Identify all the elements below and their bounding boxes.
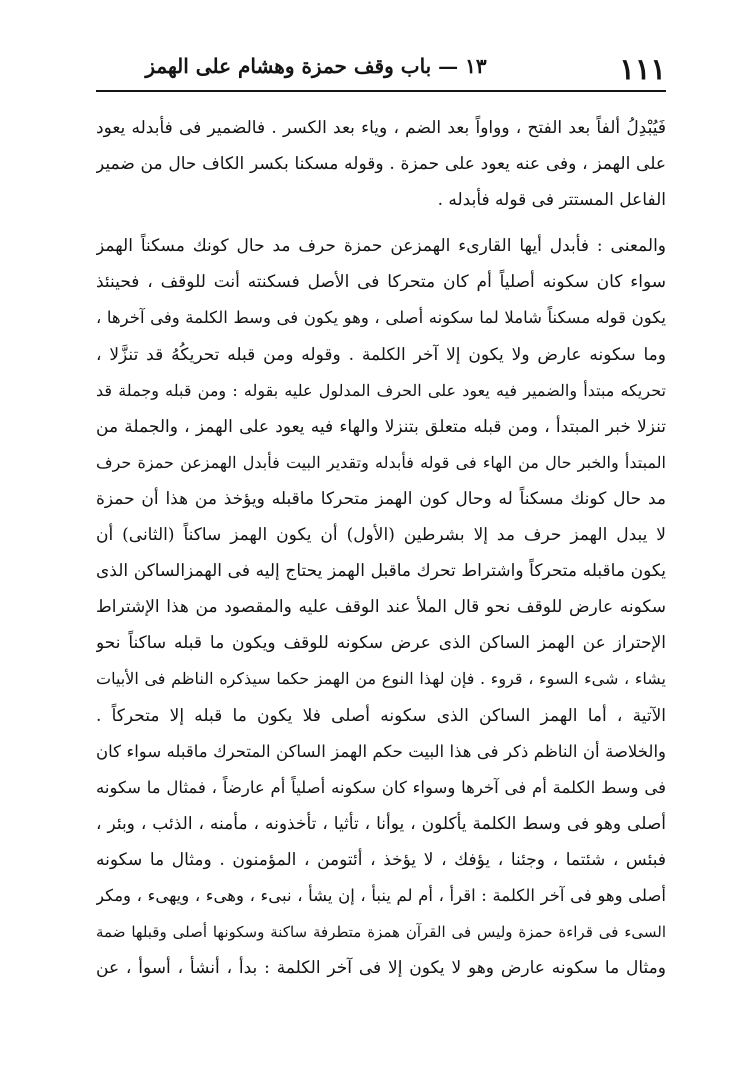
text-line: السىء فى قراءة حمزة وليس فى القرآن همزة متطرفة ساكنة وسكونها أصلى وقبلها ضمة bbox=[96, 923, 666, 942]
page-body bbox=[96, 110, 666, 986]
text-line: يكون ماقبله متحركاً واشتراط تحرك ماقبل الهمز يحتاج إليه فى الهمزالساكن الذى bbox=[96, 561, 666, 582]
text-line: والخلاصة أن الناظم ذكر فى هذا البيت حكم الهمز الساكن المتحرك ماقبله سواء كان bbox=[96, 741, 666, 761]
paragraph-1 bbox=[96, 110, 666, 218]
text-line: المبتدأ والخبر حال من الهاء فى قوله فأبدله وتقدير البيت فأبدل الهمزعن حمزة حرف bbox=[96, 452, 666, 472]
text-line: تحريكه مبتدأ والضمير فيه يعود على الحرف المدلول عليه بقوله : ومن قبله وجملة قد bbox=[96, 380, 666, 400]
page-header bbox=[96, 40, 666, 90]
text-line: تنزلا خبر المبتدأ ، ومن قبله متعلق بتنزلا والهاء فيه يعود على الهمز ، والجملة من bbox=[96, 416, 666, 437]
text-line: يشاء ، شىء السوء ، قروء . فإن لهذا النوع من الهمز حكما سيذكره الناظم فى الأبيات bbox=[96, 669, 666, 689]
text-line: مد حال كونك مسكناً له وحال كون الهمز متحركا ماقبله ويؤخذ من هذا أن حمزة bbox=[96, 488, 666, 509]
paragraph-gap bbox=[96, 218, 666, 228]
paragraph-2 bbox=[96, 228, 666, 986]
text-line: والمعنى : فأبدل أيها القارىء الهمزعن حمزة حرف مد حال كونك مسكناً الهمز bbox=[96, 236, 666, 257]
text-line: ومثال ما سكونه عارض وهو لا يكون إلا فى آخر الكلمة : بدأ ، أنشأ ، أسوأ ، عن bbox=[96, 958, 666, 979]
text-line: أصلى وهو فى آخر الكلمة : اقرأ ، أم لم ينبأ ، إن يشأ ، نبىء ، وهىء ، ويهىء ، ومكر bbox=[96, 885, 666, 905]
text-line: أصلى وهو فى وسط الكلمة يأكلون ، يوأنا ، تأثيا ، تأخذونه ، مأمنه ، الذئب ، وبئر ، bbox=[96, 813, 666, 834]
running-head: ١٣ — باب وقف حمزة وهشام على الهمز bbox=[145, 54, 487, 78]
text-line: لا يبدل الهمز حرف مد إلا بشرطين (الأول) أن يكون الهمز ساكناً (الثانى) أن bbox=[96, 525, 666, 546]
text-line: يكون قوله مسكناً شاملا لما سكونه أصلى ، وهو يكون فى وسط الكلمة وفى آخرها ، bbox=[96, 308, 666, 328]
text-line: فى وسط الكلمة أم فى آخرها وسواء كان سكونه أصلياً أم عارضاً ، فمثال ما سكونه bbox=[96, 777, 666, 797]
page-number: ١١١ bbox=[619, 52, 666, 86]
text-line: الفاعل المستتر فى قوله فأبدله . bbox=[437, 190, 666, 211]
text-line: على الهمز ، وفى عنه يعود على حمزة . وقوله مسكنا بكسر الكاف حال من ضمير bbox=[96, 154, 666, 175]
text-line: سكونه عارض للوقف نحو قال الملأ عند الوقف عليه والمقصود من هذا الإشتراط bbox=[96, 597, 666, 618]
text-line: فَيُبْدِلُ ألفاً بعد الفتح ، وواواً بعد الضم ، وياء بعد الكسر . فالضمير فى فأبدله يعود bbox=[96, 118, 666, 138]
text-line: سواء كان سكونه أصلياً أم كان متحركا فى الأصل فسكنته أنت للوقف ، فحينئذ bbox=[96, 272, 666, 293]
text-line: الآتية ، أما الهمز الساكن الذى سكونه أصلى فلا يكون ما قبله إلا متحركاً . bbox=[96, 705, 666, 726]
text-line: الإحتراز عن الهمز الساكن الذى عرض سكونه للوقف ويكون ما قبله ساكناً نحو bbox=[96, 633, 666, 654]
header-rule bbox=[96, 90, 666, 92]
text-line: وما سكونه عارض ولا يكون إلا آخر الكلمة . وقوله ومن قبله تحريكُهُ قد تنزَّلا ، bbox=[96, 344, 666, 365]
text-line: فبئس ، شئتما ، وجئنا ، يؤفك ، لا يؤخذ ، أئتومن ، المؤمنون . ومثال ما سكونه bbox=[96, 849, 666, 870]
